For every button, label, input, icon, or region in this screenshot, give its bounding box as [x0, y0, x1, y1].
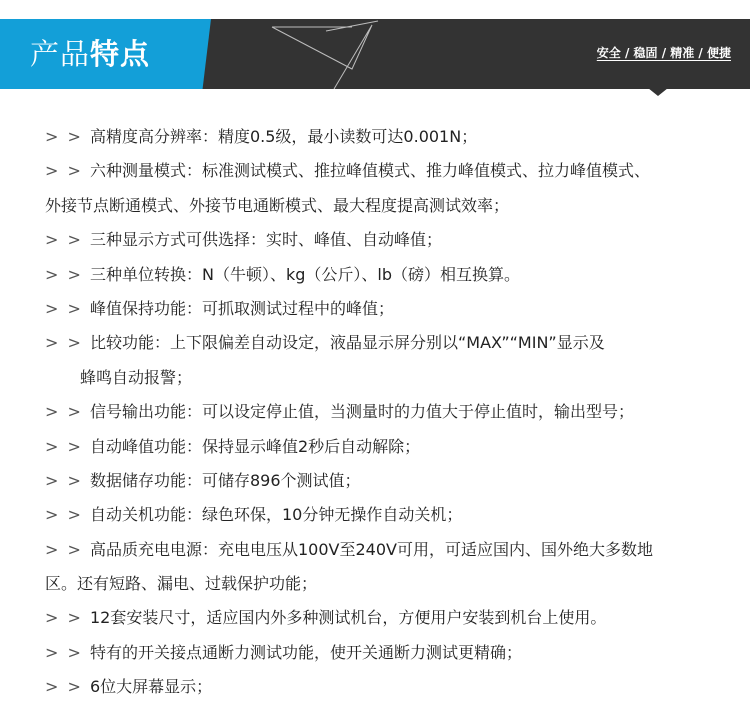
bullet-marker: > >	[45, 230, 90, 250]
bullet-marker: > >	[45, 333, 90, 353]
feature-continuation-text: 蜂鸣自动报警；	[80, 367, 193, 387]
feature-item	[0, 258, 750, 292]
feature-text: 12套安装尺寸，适应国内外多种测试机台，方便用户安装到机台上使用。	[89, 608, 607, 628]
feature-item	[0, 464, 750, 498]
feature-item	[0, 395, 750, 429]
feature-item	[0, 533, 750, 567]
bullet-marker: > >	[45, 264, 90, 284]
feature-item	[0, 292, 750, 326]
bullet-marker: > >	[45, 127, 90, 146]
feature-text: 高品质充电电源：充电电压从100V至240V可用，可适应国内、国外绝大多数地	[89, 539, 653, 559]
section-header-banner	[0, 0, 750, 96]
feature-item	[0, 326, 750, 360]
feature-text: 信号输出功能：可以设定停止值，当测量时的力值大于停止值时，输出型号；	[89, 402, 634, 422]
feature-text: 特有的开关接点通断力测试功能，使开关通断力测试更精确；	[89, 642, 522, 662]
feature-text: 三种单位转换：N（牛顿）、kg（公斤）、lb（磅）相互换算。	[89, 264, 520, 284]
feature-item-continuation	[0, 361, 750, 395]
section-title	[30, 34, 150, 74]
feature-text: 六种测量模式：标准测试模式、推拉峰值模式、推力峰值模式、拉力峰值模式、	[89, 161, 650, 181]
bullet-marker: > >	[45, 298, 90, 318]
feature-item-continuation	[0, 189, 750, 223]
feature-text: 6位大屏幕显示；	[89, 677, 213, 697]
header-tagline: 安全 / 稳固 / 精准 / 便捷	[596, 46, 731, 60]
bullet-marker: > >	[45, 161, 90, 181]
feature-text: 自动峰值功能：保持显示峰值2秒后自动解除；	[89, 436, 421, 456]
bullet-marker: > >	[45, 642, 90, 662]
bullet-marker: > >	[45, 539, 90, 559]
bullet-marker: > >	[45, 470, 90, 490]
feature-item	[0, 120, 750, 154]
feature-text: 比较功能：上下限偏差自动设定，液晶显示屏分别以“MAX”“MIN”显示及	[89, 333, 605, 353]
feature-text: 高精度高分辨率：精度0.5级，最小读数可达0.001N；	[89, 127, 478, 146]
feature-continuation-text: 外接节点断通模式、外接节电通断模式、最大程度提高测试效率；	[45, 195, 510, 215]
feature-text: 三种显示方式可供选择：实时、峰值、自动峰值；	[89, 230, 442, 250]
header-pointer-notch	[648, 88, 668, 96]
bullet-marker: > >	[45, 436, 90, 456]
geometric-lines-decoration	[260, 19, 400, 89]
feature-item	[0, 670, 750, 704]
feature-text: 数据储存功能：可储存896个测试值；	[89, 470, 361, 490]
feature-text: 峰值保持功能：可抓取测试过程中的峰值；	[89, 298, 394, 318]
bullet-marker: > >	[45, 608, 90, 628]
feature-list	[0, 120, 750, 705]
feature-item	[0, 430, 750, 464]
feature-text: 自动关机功能：绿色环保，10分钟无操作自动关机；	[89, 505, 463, 525]
section-title-bold: 特点	[90, 37, 151, 71]
bullet-marker: > >	[45, 677, 90, 697]
bullet-marker: > >	[45, 402, 90, 422]
feature-item	[0, 154, 750, 188]
feature-item-continuation	[0, 567, 750, 601]
bullet-marker: > >	[45, 505, 90, 525]
feature-item	[0, 636, 750, 670]
feature-item	[0, 601, 750, 635]
feature-item	[0, 223, 750, 257]
feature-continuation-text: 区。还有短路、漏电、过载保护功能；	[45, 574, 318, 594]
feature-item	[0, 498, 750, 532]
section-title-light: 产品	[30, 37, 91, 71]
